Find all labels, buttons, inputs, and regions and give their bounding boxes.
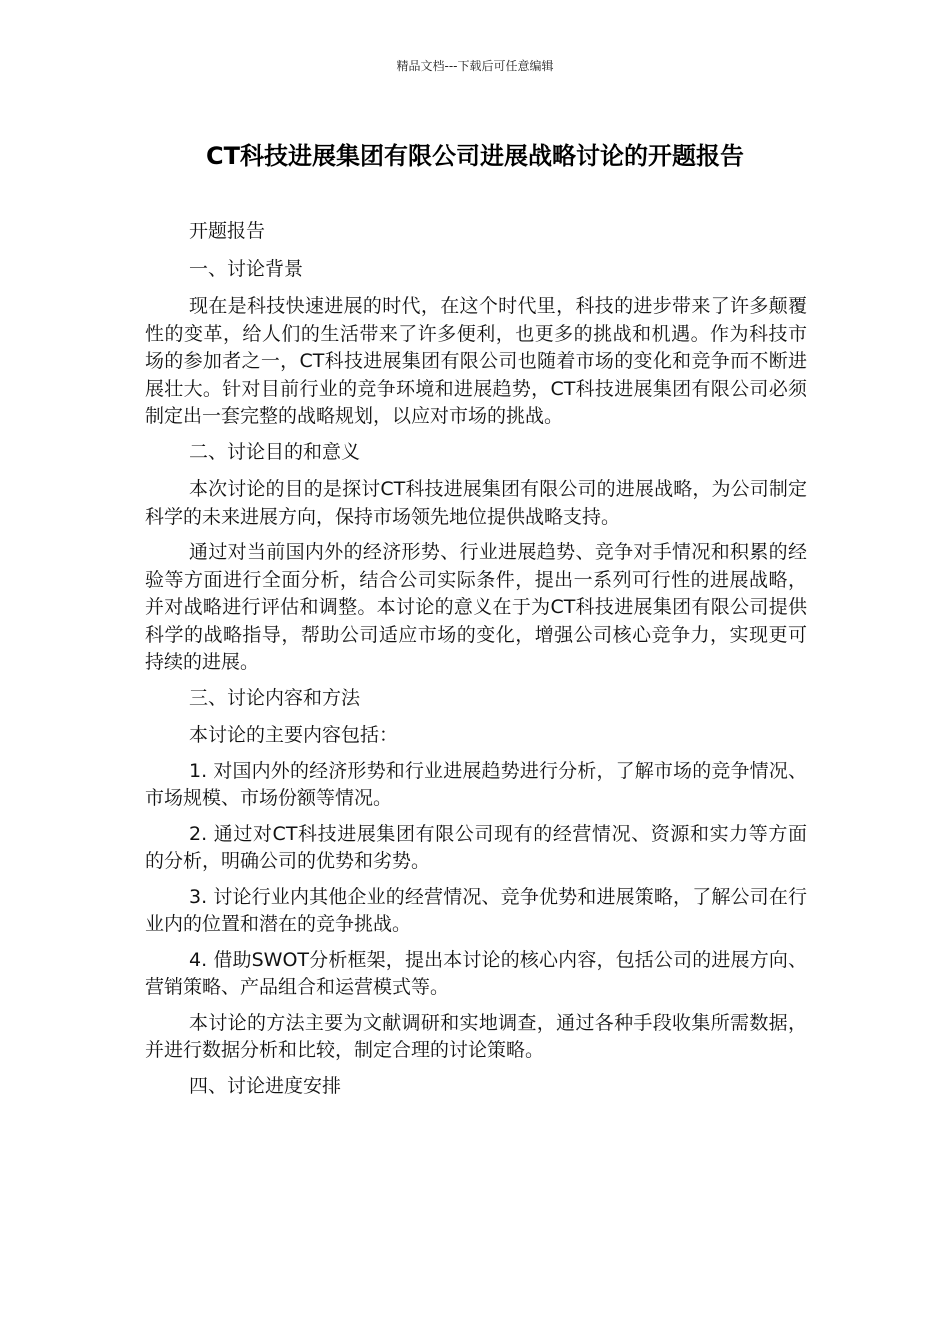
section-heading-background: 一、讨论背景 xyxy=(189,257,304,280)
section-heading-content-method: 三、讨论内容和方法 xyxy=(189,686,361,709)
list-item-3: 3. 讨论行业内其他企业的经营情况、竞争优势和进展策略，了解公司在行业内的位置和潜在的竞争挑战。 xyxy=(145,885,807,935)
document-body xyxy=(145,218,807,1110)
page-header: 精品文档---下载后可任意编辑 xyxy=(396,59,554,73)
list-item-1: 1. 对国内外的经济形势和行业进展趋势进行分析，了解市场的竞争情况、市场规模、市场份额等情况。 xyxy=(145,759,807,809)
report-label: 开题报告 xyxy=(189,220,266,242)
paragraph-content-intro: 本讨论的主要内容包括： xyxy=(189,724,399,746)
paragraph-background: 现在是科技快速进展的时代，在这个时代里，科技的进步带来了许多颠覆性的变革，给人们的生活带来了许多便利，也更多的挑战和机遇。作为科技市场的参加者之一，CT科技进展集团有限公司也随着市场的变化和竞争而不断进展壮大。针对目前行业的竞争环境和进展趋势，CT科技进展集团有限公司必须制定出一套完整的战略规划，以应对市场的挑战。 xyxy=(145,295,807,427)
document-title: CT科技进展集团有限公司进展战略讨论的开题报告 xyxy=(206,142,744,170)
paragraph-purpose: 本次讨论的目的是探讨CT科技进展集团有限公司的进展战略，为公司制定科学的未来进展方向，保持市场领先地位提供战略支持。 xyxy=(145,478,807,528)
list-item-2: 2. 通过对CT科技进展集团有限公司现有的经营情况、资源和实力等方面的分析，明确公司的优势和劣势。 xyxy=(145,822,807,872)
section-heading-purpose: 二、讨论目的和意义 xyxy=(189,440,361,463)
paragraph-significance: 通过对当前国内外的经济形势、行业进展趋势、竞争对手情况和积累的经验等方面进行全面分析，结合公司实际条件，提出一系列可行性的进展战略，并对战略进行评估和调整。本讨论的意义在于为CT科技进展集团有限公司提供科学的战略指导，帮助公司适应市场的变化，增强公司核心竞争力，实现更可持续的进展。 xyxy=(145,541,807,673)
section-heading-schedule: 四、讨论进度安排 xyxy=(189,1074,342,1097)
paragraph-method: 本讨论的方法主要为文献调研和实地调查，通过各种手段收集所需数据，并进行数据分析和比较，制定合理的讨论策略。 xyxy=(145,1011,807,1061)
list-item-4: 4. 借助SWOT分析框架，提出本讨论的核心内容，包括公司的进展方向、营销策略、产品组合和运营模式等。 xyxy=(145,948,807,998)
